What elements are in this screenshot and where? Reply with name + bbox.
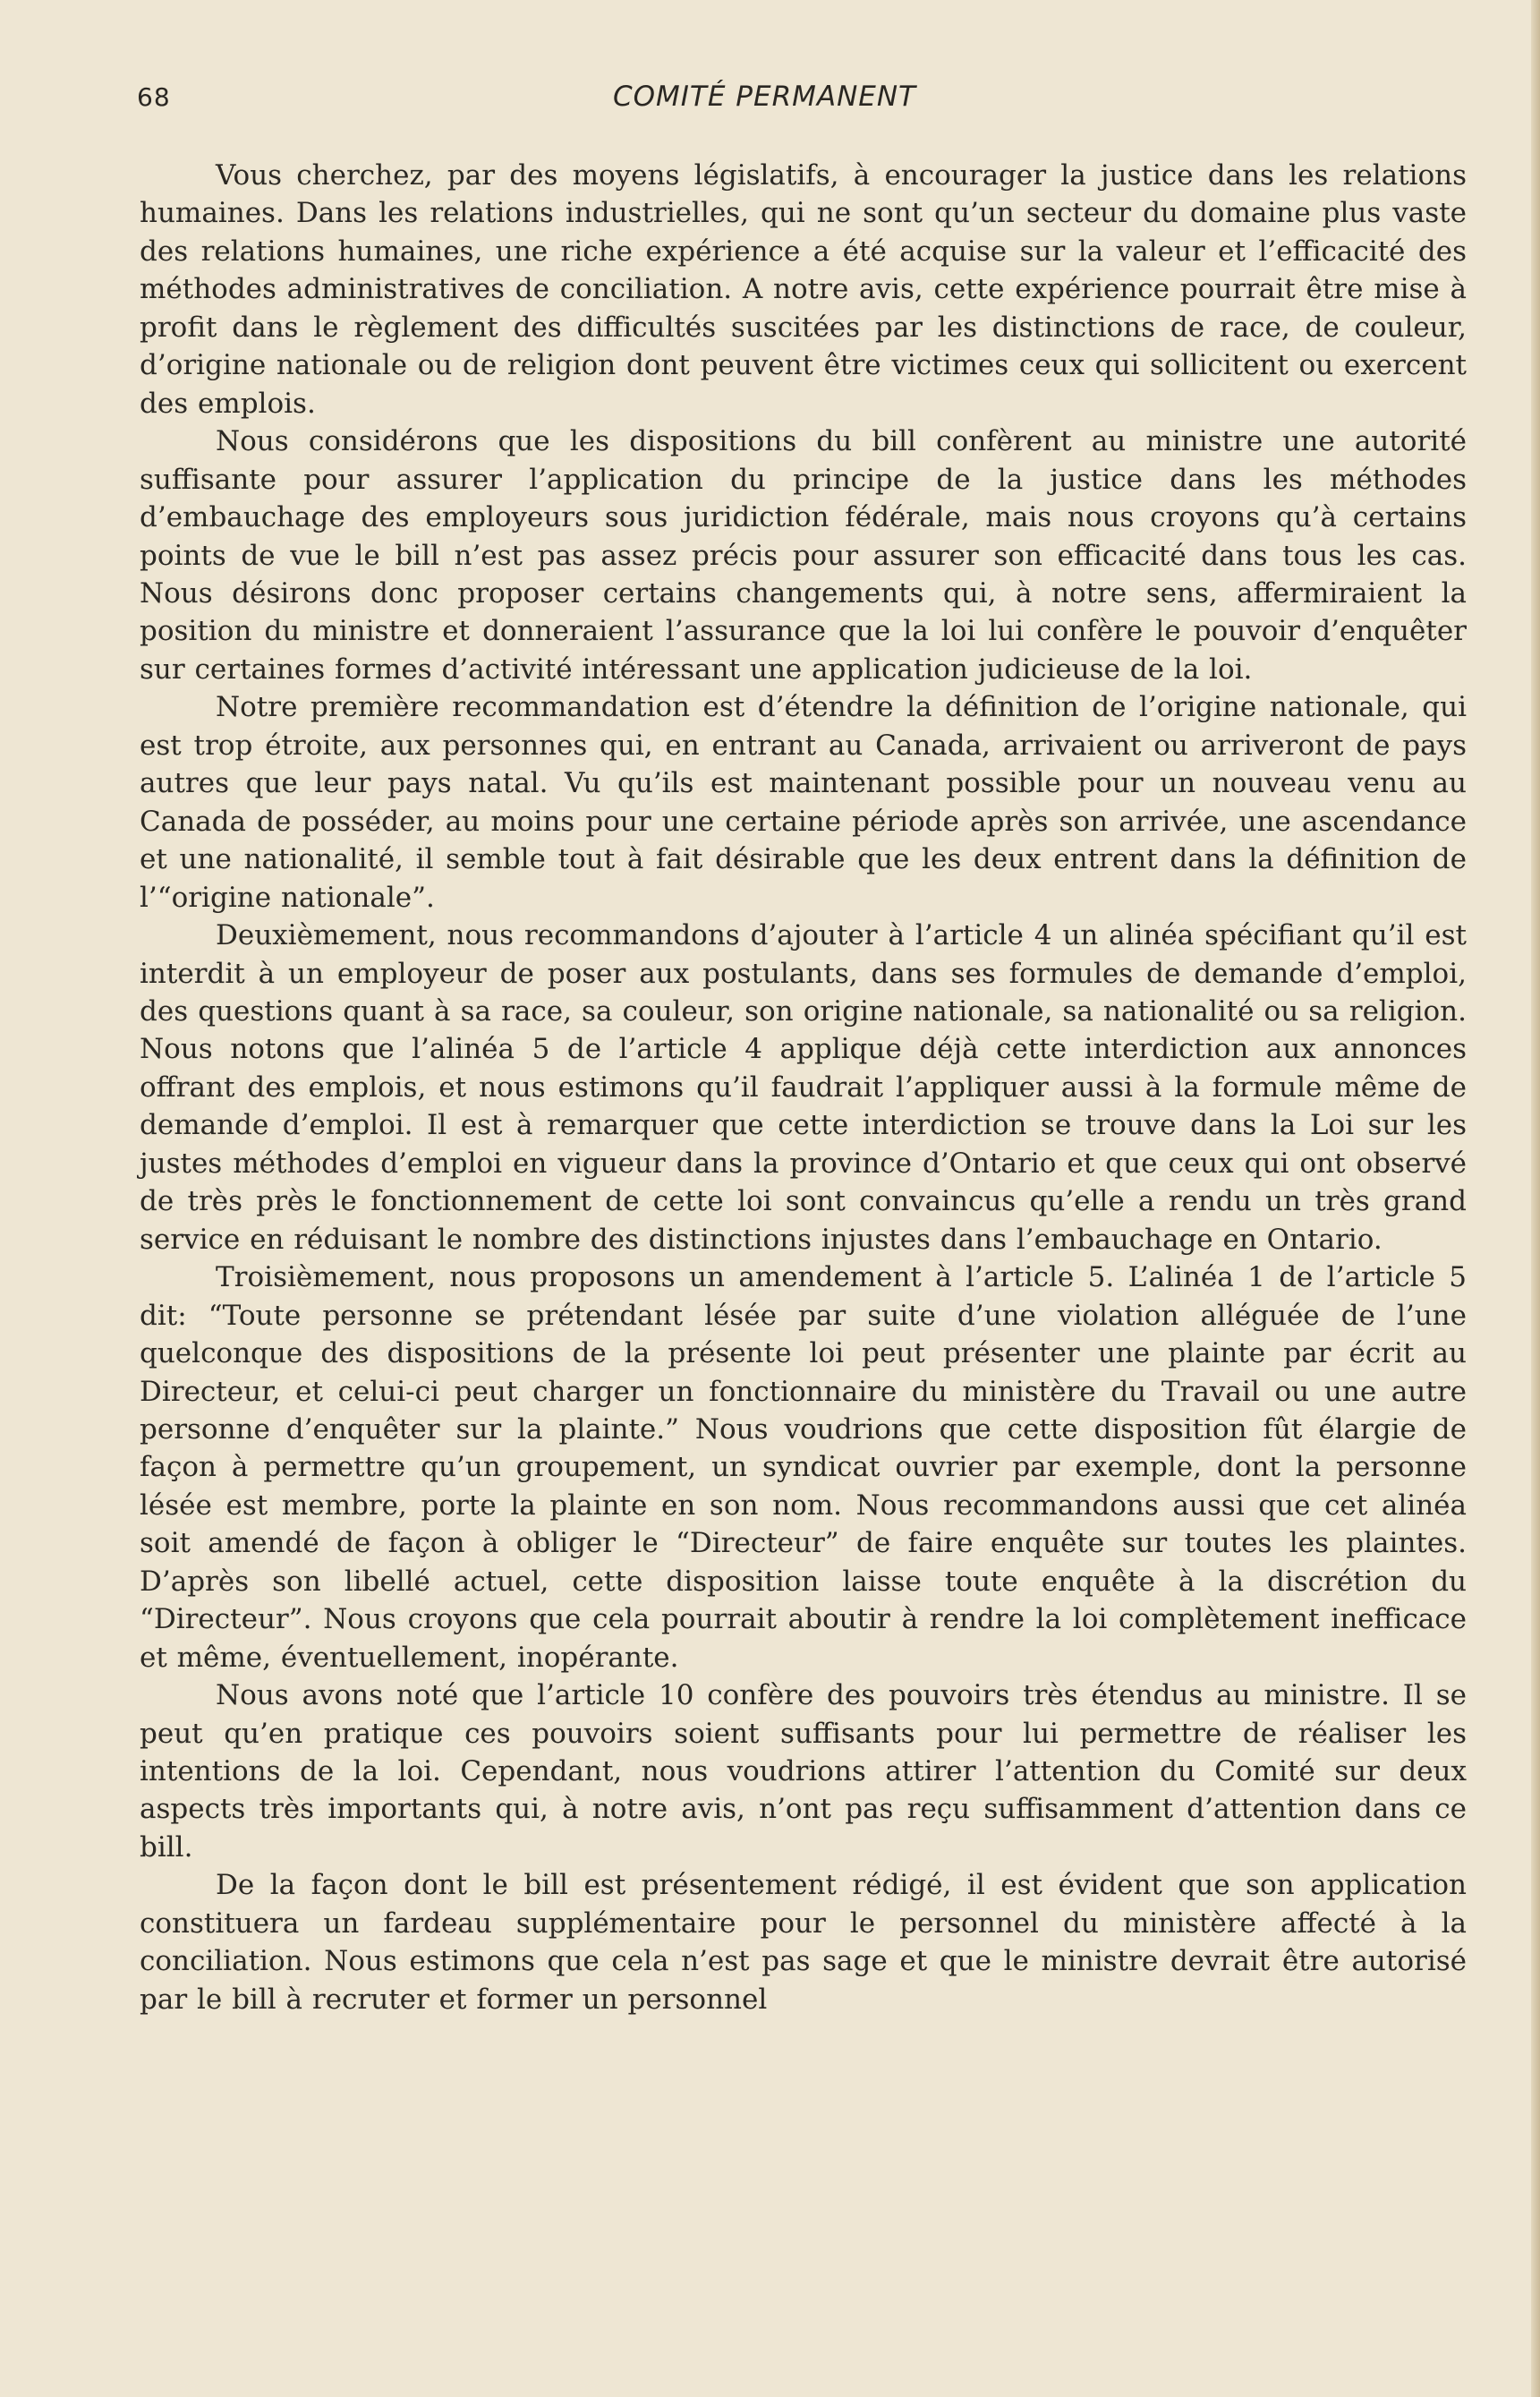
paragraph-4: Deuxièmement, nous recommandons d’ajouter à l’article 4 un alinéa spécifiant qu’il est interdit à un employeur de poser aux postulants, dans ses formules de demande d’emploi, des questions quant à sa race, sa couleur, son origine nationale, sa nationalité ou sa religion. Nous notons que l’alinéa 5 de l’article 4 applique déjà cette interdiction aux annonces offrant des emplois, et nous estimons qu’il faudrait l’appliquer aussi à la formule même de demande d’emploi. Il est à remarquer que cette interdiction se trouve dans la Loi sur les justes méthodes d’emploi en vigueur dans la province d’Ontario et que ceux qui ont observé de très près le fonctionnement de cette loi sont convaincus qu’elle a rendu un très grand service en réduisant le nombre des distinctions injustes dans l’embauchage en Ontario. — [140, 919, 1467, 1256]
page-edge — [1531, 0, 1540, 2397]
paragraph-3: Notre première recommandation est d’étendre la définition de l’origine nationale, qui est trop étroite, aux personnes qui, en entrant au Canada, arrivaient ou arriveront de pays autres que leur pays natal. Vu qu’ils est maintenant possible pour un nouveau venu au Canada de posséder, au moins pour une certaine période après son arrivée, une ascendance et une nationalité, il semble tout à fait désirable que les deux entrent dans la définition de l’“origine nationale”. — [140, 691, 1467, 914]
paragraph-1: Vous cherchez, par des moyens législatifs, à encourager la justice dans les relations humaines. Dans les relations industrielles, qui ne sont qu’un secteur du domaine plus vaste des relations humaines, une riche expérience a été acquise sur la valeur et l’efficacité des méthodes administratives de conciliation. A notre avis, cette expérience pourrait être mise à profit dans le règlement des difficultés suscitées par les distinctions de race, de couleur, d’origine nationale ou de religion dont peuvent être victimes ceux qui sollicitent ou exercent des emplois. — [140, 159, 1467, 420]
page-header — [0, 82, 1540, 122]
paragraph-6: Nous avons noté que l’article 10 confère des pouvoirs très étendus au ministre. Il se peut qu’en pratique ces pouvoirs soient suffisants pour lui permettre de réaliser les intentions de la loi. Cependant, nous voudrions attirer l’attention du Comité sur deux aspects très importants qui, à notre avis, n’ont pas reçu suffisamment d’attention dans ce bill. — [140, 1679, 1467, 1864]
paragraph-7: De la façon dont le bill est présentement rédigé, il est évident que son application constituera un fardeau supplémentaire pour le personnel du ministère affecté à la conciliation. Nous estimons que cela n’est pas sage et que le ministre devrait être autorisé par le bill à recruter et former un personnel — [140, 1869, 1467, 2016]
paragraph-5: Troisièmement, nous proposons un amendement à l’article 5. L’alinéa 1 de l’article 5 dit: “Toute personne se prétendant lésée par suite d’une violation alléguée de l’une quelconque des dispositions de la présente loi peut présenter une plainte par écrit au Directeur, et celui-ci peut charger un fonctionnaire du ministère du Travail ou une autre personne d’enquêter sur la plainte.” Nous voudrions que cette disposition fût élargie de façon à permettre qu’un groupement, un syndicat ouvrier par exemple, dont la personne lésée est membre, porte la plainte en son nom. Nous recommandons aussi que cet alinéa soit amendé de façon à obliger le “Directeur” de faire enquête sur toutes les plaintes. D’après son libellé actuel, cette disposition laisse toute enquête à la discrétion du “Directeur”. Nous croyons que cela pourrait aboutir à rendre la loi complètement inefficace et même, éventuellement, inopérante. — [140, 1261, 1467, 1674]
running-title: COMITÉ PERMANENT — [613, 81, 916, 113]
body-text — [140, 157, 1467, 2018]
page-number: 68 — [137, 82, 171, 112]
paragraph-2: Nous considérons que les dispositions du bill confèrent au ministre une autorité suffisante pour assurer l’application du principe de la justice dans les méthodes d’embauchage des employeurs sous juridiction fédérale, mais nous croyons qu’à certains points de vue le bill n’est pas assez précis pour assurer son efficacité dans tous les cas. Nous désirons donc proposer certains changements qui, à notre sens, affermiraient la position du ministre et donneraient l’assurance que la loi lui confère le pouvoir d’enquêter sur certaines formes d’activité intéressant une application judicieuse de la loi. — [140, 425, 1467, 686]
